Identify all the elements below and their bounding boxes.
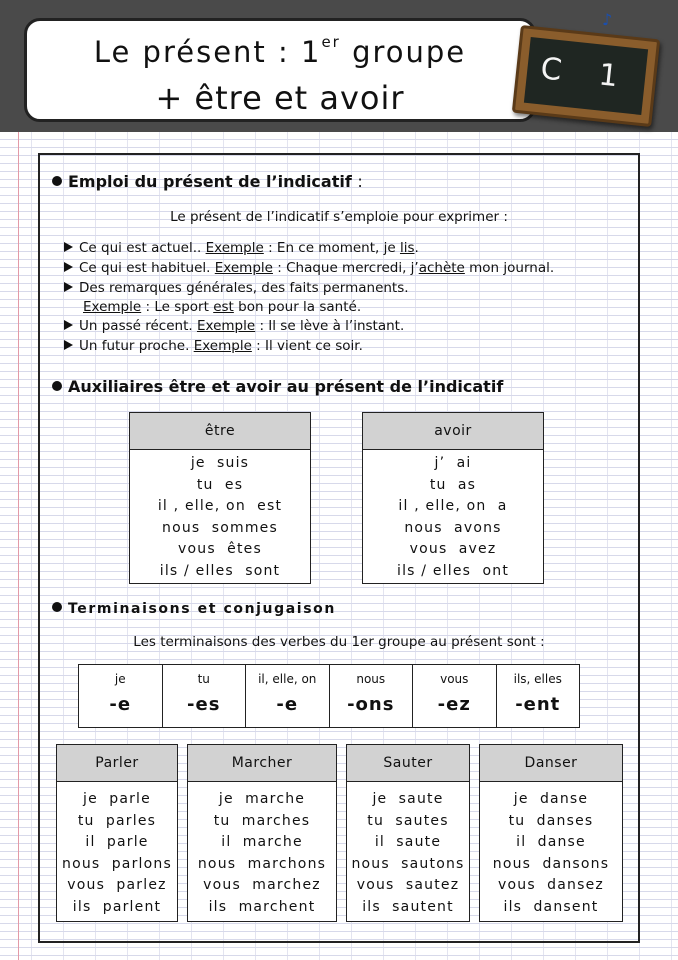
ending-pronoun: vous: [440, 672, 469, 686]
arrow-icon: [64, 242, 73, 252]
conjugation-row: il danse: [516, 834, 586, 850]
use-item-text: Des remarques générales, des faits permanents.: [79, 280, 409, 296]
example-label: Exemple: [205, 240, 264, 256]
conjugation-row: vous parlez: [67, 877, 167, 893]
section2-heading: [52, 377, 503, 396]
ending-value: -ons: [347, 694, 395, 715]
chalkboard: [512, 25, 660, 127]
ending-value: -e: [109, 694, 132, 715]
use-item: [64, 260, 554, 276]
section3-intro: Les terminaisons des verbes du 1er groupe au présent sont :: [133, 634, 545, 650]
pin-icon: ♪: [602, 10, 613, 29]
use-item-text: Un futur proche.: [79, 338, 194, 354]
example-text-end: .: [414, 240, 419, 256]
ending-cell: [497, 665, 580, 727]
section1-intro: Le présent de l’indicatif s’emploie pour exprimer :: [170, 209, 508, 225]
verb-table-sauter: [346, 744, 470, 922]
avoir-table-title: avoir: [363, 413, 543, 450]
conjugation-row: nous dansons: [492, 855, 610, 872]
example-text: : En ce moment, je: [263, 240, 400, 256]
conjugation-row: il , elle, on a: [398, 498, 508, 514]
ending-pronoun: il, elle, on: [258, 672, 317, 686]
ending-value: -es: [187, 694, 221, 715]
conjugation-row: ils / elles sont: [159, 562, 281, 579]
example-text: : Le sport: [141, 299, 214, 315]
example-label: Exemple: [83, 299, 142, 315]
ending-cell: [413, 665, 497, 727]
bullet-icon: [52, 176, 62, 186]
arrow-icon: [64, 340, 73, 350]
conjugation-row: nous sautons: [351, 855, 465, 872]
etre-table-title: être: [130, 413, 310, 450]
example-label: Exemple: [193, 338, 252, 354]
etre-table-body: [130, 450, 310, 582]
ending-value: -ez: [437, 694, 471, 715]
verb-table-danser: [479, 744, 623, 922]
section3-heading: [52, 601, 336, 617]
example-label: Exemple: [196, 318, 256, 334]
conjugation-row: je suis: [190, 455, 250, 471]
example-text: : Il se lève à l’instant.: [255, 318, 405, 334]
use-item: [64, 338, 363, 354]
conjugation-row: il marche: [221, 834, 303, 850]
title-prefix: Le présent : 1: [93, 35, 322, 69]
verb-table-title: Marcher: [188, 745, 336, 782]
verb-table-body: [347, 782, 469, 918]
verb-table-body: [188, 782, 336, 918]
ending-pronoun: tu: [197, 672, 210, 686]
section2-heading-text: Auxiliaires être et avoir au présent de l’indicatif: [68, 377, 504, 396]
page-subtitle: + être et avoir: [155, 79, 405, 117]
conjugation-row: je parle: [83, 791, 151, 807]
avoir-table: [362, 412, 544, 584]
use-item-text: Ce qui est actuel..: [79, 240, 206, 256]
conjugation-row: il saute: [374, 834, 442, 850]
conjugation-row: ils marchent: [208, 898, 316, 915]
conjugation-row: tu parles: [77, 812, 157, 829]
example-text-end: bon pour la santé.: [233, 299, 362, 315]
section3-heading-text: Terminaisons et conjugaison: [68, 601, 336, 617]
conjugation-row: je saute: [372, 791, 444, 807]
avoir-table-body: [363, 450, 543, 582]
section1-heading-text: Emploi du présent de l’indicatif: [68, 172, 352, 191]
conjugation-row: vous sautez: [356, 877, 460, 893]
conjugation-row: il parle: [85, 834, 149, 850]
conjugation-row: ils sautent: [362, 898, 454, 915]
verb-table-title: Parler: [57, 745, 177, 782]
conjugation-row: tu as: [429, 476, 477, 493]
conjugation-row: tu marches: [213, 812, 311, 829]
section1-heading: [52, 172, 363, 191]
ending-cell: [163, 665, 247, 727]
ending-cell: [246, 665, 330, 727]
conjugation-row: nous sommes: [162, 519, 278, 536]
use-item-example: [83, 299, 361, 315]
ending-value: -ent: [515, 694, 561, 715]
ending-pronoun: nous: [356, 672, 386, 686]
use-item: [64, 280, 409, 296]
title-box: [24, 18, 536, 122]
chalkboard-label: C 1: [524, 37, 648, 115]
conjugation-row: ils / elles ont: [396, 562, 510, 579]
conjugation-row: vous êtes: [178, 541, 262, 557]
etre-table: [129, 412, 311, 584]
example-text-end: mon journal.: [464, 260, 555, 276]
conjugation-row: tu es: [196, 476, 244, 493]
conjugation-row: ils dansent: [503, 898, 599, 915]
ending-pronoun: ils, elles: [513, 672, 562, 686]
conjugation-row: nous marchons: [197, 855, 327, 872]
page-title: [27, 35, 533, 69]
endings-table: [78, 664, 580, 728]
example-verb: est: [213, 299, 234, 315]
ending-cell: [330, 665, 414, 727]
use-item: [64, 240, 419, 256]
verb-table-body: [57, 782, 177, 918]
title-suffix: groupe: [340, 35, 467, 69]
conjugation-row: j’ ai: [434, 455, 472, 471]
bullet-icon: [52, 602, 62, 612]
conjugation-row: nous avons: [404, 519, 502, 536]
verb-table-body: [480, 782, 622, 918]
conjugation-row: tu sautes: [367, 812, 449, 829]
arrow-icon: [64, 282, 73, 292]
section1-heading-colon: :: [357, 172, 363, 191]
use-item-text: Un passé récent.: [79, 318, 197, 334]
conjugation-row: ils parlent: [72, 898, 162, 915]
example-text: : Chaque mercredi, j’: [272, 260, 419, 276]
conjugation-row: je danse: [513, 791, 589, 807]
verb-table-title: Sauter: [347, 745, 469, 782]
example-text: : Il vient ce soir.: [251, 338, 363, 354]
conjugation-row: il , elle, on est: [157, 498, 283, 514]
bullet-icon: [52, 381, 62, 391]
use-item-text: Ce qui est habituel.: [79, 260, 215, 276]
verb-table-title: Danser: [480, 745, 622, 782]
conjugation-row: vous marchez: [203, 877, 321, 893]
ending-pronoun: je: [114, 672, 126, 686]
title-superscript: er: [321, 33, 341, 51]
conjugation-row: nous parlons: [62, 855, 172, 872]
ending-cell: [79, 665, 163, 727]
arrow-icon: [64, 320, 73, 330]
conjugation-row: vous avez: [409, 541, 497, 557]
ending-value: -e: [276, 694, 299, 715]
conjugation-row: vous dansez: [498, 877, 604, 893]
conjugation-row: tu danses: [508, 812, 594, 829]
verb-table-marcher: [187, 744, 337, 922]
arrow-icon: [64, 262, 73, 272]
conjugation-row: je marche: [218, 791, 306, 807]
verb-table-parler: [56, 744, 178, 922]
example-label: Exemple: [214, 260, 273, 276]
example-verb: lis: [399, 240, 415, 256]
example-verb: achète: [418, 260, 465, 276]
use-item: [64, 318, 404, 334]
